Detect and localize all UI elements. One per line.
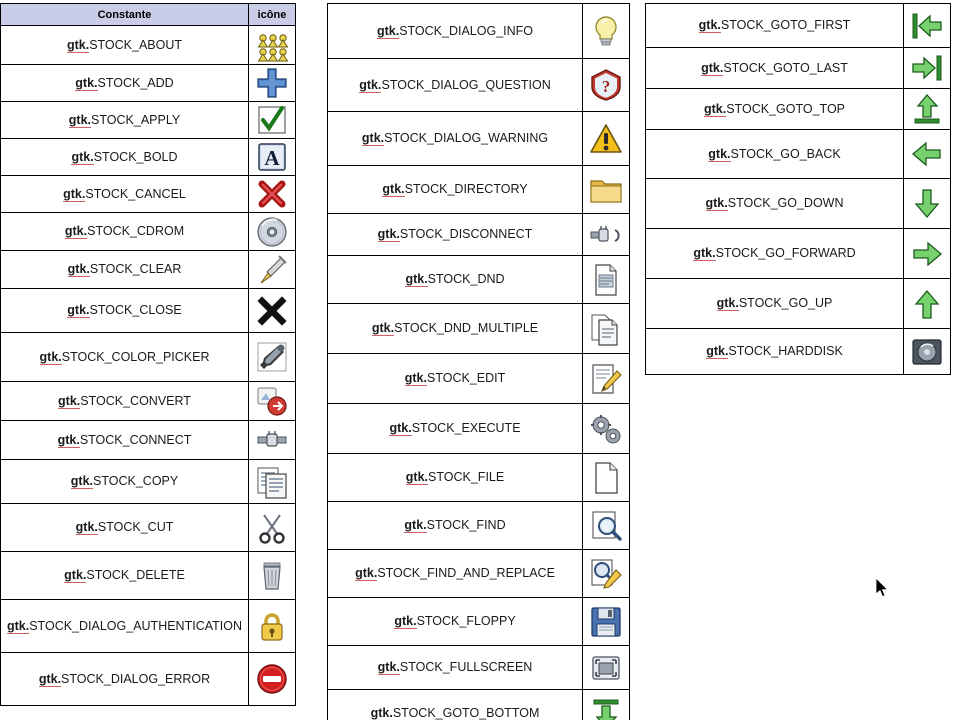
constant-prefix: gtk.: [359, 77, 382, 92]
icon-cell: [249, 251, 296, 289]
constant-prefix: gtk.: [371, 321, 395, 336]
table-row: [646, 279, 951, 329]
constant-prefix: gtk.: [68, 112, 92, 127]
svg-text:?: ?: [601, 77, 611, 96]
icon-cell: [583, 598, 630, 646]
constant-name-cell: [1, 289, 249, 333]
constant-name-cell: [1, 26, 249, 65]
constant-label: STOCK_GO_BACK: [730, 146, 841, 161]
constant-name-cell: [1, 65, 249, 102]
constant-name-cell: [328, 550, 583, 598]
table-row: [1, 289, 296, 333]
table-row: [1, 213, 296, 251]
constant-name-cell: [328, 502, 583, 550]
constant-prefix: gtk.: [63, 186, 86, 201]
go-back-arrow-icon: [910, 137, 944, 171]
constant-label: STOCK_FILE: [428, 470, 505, 485]
constant-label: STOCK_GOTO_TOP: [726, 101, 846, 116]
icon-cell: [249, 213, 296, 251]
cancel-x-icon: [255, 177, 289, 211]
icon-cell: [249, 382, 296, 421]
constant-name-cell: [1, 600, 249, 653]
constant-prefix: gtk.: [71, 149, 94, 164]
cut-scissors-icon: [255, 511, 289, 545]
constant-name-cell: [1, 552, 249, 600]
table-row: [328, 598, 630, 646]
icon-cell: [249, 102, 296, 139]
constant-prefix: gtk.: [404, 518, 427, 533]
constant-prefix: gtk.: [6, 618, 30, 633]
icon-cell: [249, 333, 296, 382]
fullscreen-icon: [589, 651, 623, 685]
table-row: [328, 59, 630, 112]
table-row: [1, 139, 296, 176]
constant-name-cell: [646, 130, 904, 179]
icon-cell: [904, 4, 951, 48]
table-row: [646, 4, 951, 48]
constant-name-cell: [1, 176, 249, 213]
constant-name-cell: [328, 256, 583, 304]
constant-prefix: gtk.: [64, 224, 88, 239]
constant-label: STOCK_COLOR_PICKER: [61, 349, 210, 364]
dialog-info-bulb-icon: [589, 14, 623, 48]
icon-cell: [583, 59, 630, 112]
constant-label: STOCK_DND: [427, 272, 505, 287]
icon-cell: [583, 690, 630, 720]
bold-a-icon: [255, 140, 289, 174]
goto-bottom-arrow-icon: [589, 697, 623, 720]
constant-label: STOCK_FIND: [426, 518, 506, 533]
file-page-icon: [589, 461, 623, 495]
constant-prefix: gtk.: [405, 470, 429, 485]
table-row: [1, 333, 296, 382]
icon-cell: [904, 229, 951, 279]
constant-prefix: gtk.: [708, 146, 731, 161]
stock-items-table-3: [645, 3, 951, 375]
icon-cell: [583, 550, 630, 598]
icon-cell: [249, 176, 296, 213]
icon-cell: [904, 89, 951, 130]
constant-prefix: gtk.: [67, 262, 90, 277]
constant-name-cell: [1, 460, 249, 504]
table-row: [646, 179, 951, 229]
find-magnifier-icon: [589, 509, 623, 543]
constant-prefix: gtk.: [67, 303, 90, 318]
table-row: [1, 26, 296, 65]
constant-name-cell: [328, 4, 583, 59]
table-row: [328, 646, 630, 690]
table-row: [1, 102, 296, 139]
table-row: [1, 552, 296, 600]
constant-prefix: gtk.: [382, 182, 405, 197]
constant-name-cell: [1, 139, 249, 176]
color-picker-icon: [255, 340, 289, 374]
icon-cell: [583, 214, 630, 256]
execute-gears-icon: [589, 412, 623, 446]
constant-prefix: gtk.: [405, 272, 428, 287]
table-row: [328, 214, 630, 256]
constant-prefix: gtk.: [701, 60, 724, 75]
icon-cell: [583, 454, 630, 502]
constant-prefix: gtk.: [706, 344, 729, 359]
constant-prefix: gtk.: [716, 296, 739, 311]
constant-label: STOCK_DIALOG_WARNING: [384, 131, 549, 146]
constant-label: STOCK_ABOUT: [89, 37, 183, 52]
constant-name-cell: [1, 504, 249, 552]
constant-name-cell: [328, 354, 583, 404]
dialog-warning-icon: [589, 122, 623, 156]
icon-cell: [249, 653, 296, 706]
icon-cell: [904, 179, 951, 229]
icon-cell: [583, 256, 630, 304]
convert-icon: [255, 384, 289, 418]
icon-cell: [583, 166, 630, 214]
constant-name-cell: [1, 382, 249, 421]
apply-check-icon: [255, 103, 289, 137]
table-row: [1, 600, 296, 653]
table-row: [1, 382, 296, 421]
table-row: [328, 404, 630, 454]
constant-prefix: gtk.: [705, 196, 728, 211]
table-row: [646, 48, 951, 89]
constant-prefix: gtk.: [361, 131, 385, 146]
header-constant: Constante: [1, 4, 249, 26]
constant-name-cell: [1, 653, 249, 706]
table-row: [646, 130, 951, 179]
constant-label: STOCK_CLEAR: [89, 262, 182, 277]
edit-pencil-icon: [589, 362, 623, 396]
table-row: [328, 354, 630, 404]
constant-label: STOCK_COPY: [93, 474, 179, 489]
table-row: [1, 460, 296, 504]
copy-pages-icon: [255, 465, 289, 499]
cdrom-disc-icon: [255, 215, 289, 249]
clear-broom-icon: [255, 253, 289, 287]
constant-prefix: gtk.: [39, 349, 62, 364]
constant-prefix: gtk.: [57, 432, 80, 447]
icon-cell: [249, 289, 296, 333]
table-row: [1, 251, 296, 289]
constant-label: STOCK_GO_UP: [738, 296, 833, 311]
go-down-arrow-icon: [910, 187, 944, 221]
delete-trash-icon: [255, 559, 289, 593]
constant-name-cell: [328, 112, 583, 166]
constant-prefix: gtk.: [66, 37, 90, 52]
authentication-lock-icon: [255, 609, 289, 643]
icon-cell: [904, 130, 951, 179]
constant-prefix: gtk.: [58, 393, 81, 408]
constant-label: STOCK_EDIT: [426, 371, 506, 386]
constant-prefix: gtk.: [389, 421, 412, 436]
about-icon: [255, 28, 289, 62]
constant-label: STOCK_CANCEL: [85, 186, 186, 201]
table-row: [1, 504, 296, 552]
dnd-page-icon: [589, 263, 623, 297]
constant-prefix: gtk.: [370, 706, 393, 720]
table-header-row: [1, 4, 296, 26]
disconnect-plug-icon: [589, 218, 623, 252]
constant-prefix: gtk.: [355, 566, 378, 581]
icon-cell: [904, 48, 951, 89]
constant-name-cell: [328, 598, 583, 646]
constant-name-cell: [646, 229, 904, 279]
constant-label: STOCK_DND_MULTIPLE: [394, 321, 539, 336]
constant-label: STOCK_ADD: [97, 75, 174, 90]
constant-label: STOCK_DIALOG_AUTHENTICATION: [29, 618, 242, 633]
constant-name-cell: [328, 59, 583, 112]
table-row: [646, 329, 951, 375]
constant-label: STOCK_GO_DOWN: [727, 196, 844, 211]
constant-label: STOCK_CLOSE: [89, 303, 182, 318]
table-row: [328, 256, 630, 304]
constant-prefix: gtk.: [394, 614, 417, 629]
constant-label: STOCK_BOLD: [93, 149, 178, 164]
table-row: [328, 690, 630, 720]
constant-label: STOCK_CUT: [97, 520, 174, 535]
icon-cell: [249, 26, 296, 65]
constant-prefix: gtk.: [38, 671, 62, 686]
constant-prefix: gtk.: [377, 660, 400, 675]
close-x-icon: [255, 294, 289, 328]
go-forward-arrow-icon: [910, 237, 944, 271]
constants-column-3: [645, 3, 951, 375]
constants-column-1: [0, 3, 296, 706]
constant-label: STOCK_DIALOG_QUESTION: [381, 77, 551, 92]
icon-cell: [249, 65, 296, 102]
constant-label: STOCK_GO_FORWARD: [715, 246, 856, 261]
constant-name-cell: [328, 454, 583, 502]
constant-label: STOCK_GOTO_FIRST: [720, 18, 851, 33]
constant-label: STOCK_GOTO_BOTTOM: [392, 706, 540, 720]
constant-name-cell: [328, 690, 583, 720]
constant-label: STOCK_CONVERT: [80, 393, 191, 408]
goto-last-arrow-icon: [910, 51, 944, 85]
constants-column-2: [327, 3, 630, 720]
constant-name-cell: [1, 421, 249, 460]
table-row: [646, 229, 951, 279]
constant-name-cell: [328, 304, 583, 354]
table-row: [328, 502, 630, 550]
icon-cell: [583, 646, 630, 690]
table-row: [328, 166, 630, 214]
table-row: [1, 653, 296, 706]
table-row: [1, 421, 296, 460]
constant-prefix: gtk.: [75, 75, 98, 90]
constant-name-cell: [1, 333, 249, 382]
constant-label: STOCK_CONNECT: [79, 432, 192, 447]
icon-cell: [249, 600, 296, 653]
constant-label: STOCK_FIND_AND_REPLACE: [377, 566, 555, 581]
svg-text:A: A: [264, 146, 280, 170]
constant-name-cell: [646, 4, 904, 48]
constant-label: STOCK_APPLY: [91, 112, 181, 127]
constant-name-cell: [646, 179, 904, 229]
constant-name-cell: [328, 646, 583, 690]
dialog-question-icon: [589, 68, 623, 102]
icon-cell: [249, 504, 296, 552]
table-row: [646, 89, 951, 130]
constant-prefix: gtk.: [376, 23, 400, 38]
constant-name-cell: [1, 102, 249, 139]
constant-label: STOCK_DISCONNECT: [399, 227, 533, 242]
constant-prefix: gtk.: [693, 246, 716, 261]
constant-name-cell: [1, 251, 249, 289]
constant-label: STOCK_FLOPPY: [416, 614, 516, 629]
floppy-save-icon: [589, 605, 623, 639]
constant-prefix: gtk.: [75, 520, 98, 535]
harddisk-icon: [910, 335, 944, 369]
icon-cell: [583, 4, 630, 59]
icon-cell: [904, 279, 951, 329]
constant-prefix: gtk.: [64, 568, 87, 583]
constant-label: STOCK_GOTO_LAST: [723, 60, 848, 75]
constant-prefix: gtk.: [698, 18, 721, 33]
icon-cell: [249, 552, 296, 600]
table-row: [328, 112, 630, 166]
table-row: [328, 550, 630, 598]
constant-label: STOCK_CDROM: [87, 224, 185, 239]
table-row: [328, 4, 630, 59]
icon-cell: [583, 354, 630, 404]
icon-cell: [583, 112, 630, 166]
header-icon: icône: [249, 4, 296, 26]
constant-name-cell: [328, 166, 583, 214]
constant-label: STOCK_EXECUTE: [411, 421, 521, 436]
add-plus-icon: [255, 66, 289, 100]
dnd-multiple-pages-icon: [589, 312, 623, 346]
icon-cell: [583, 404, 630, 454]
constant-prefix: gtk.: [703, 101, 727, 116]
dialog-error-icon: [255, 662, 289, 696]
go-up-arrow-icon: [910, 287, 944, 321]
constant-label: STOCK_FULLSCREEN: [399, 660, 533, 675]
constant-prefix: gtk.: [377, 227, 400, 242]
constant-name-cell: [646, 329, 904, 375]
constant-label: STOCK_DIRECTORY: [404, 182, 528, 197]
constant-label: STOCK_HARDDISK: [728, 344, 843, 359]
constant-prefix: gtk.: [404, 371, 427, 386]
table-row: [328, 454, 630, 502]
mouse-pointer-icon: [876, 578, 890, 598]
stock-items-table-1: [0, 3, 296, 706]
icon-cell: [583, 502, 630, 550]
find-replace-icon: [589, 557, 623, 591]
constant-name-cell: [646, 279, 904, 329]
constant-name-cell: [1, 213, 249, 251]
constant-name-cell: [328, 214, 583, 256]
table-row: [328, 304, 630, 354]
directory-folder-icon: [589, 173, 623, 207]
constant-label: STOCK_DIALOG_INFO: [399, 23, 534, 38]
constant-name-cell: [328, 404, 583, 454]
constant-label: STOCK_DELETE: [86, 568, 185, 583]
connect-plug-icon: [255, 423, 289, 457]
icon-cell: [249, 139, 296, 176]
table-row: [1, 176, 296, 213]
icon-cell: [904, 329, 951, 375]
goto-first-arrow-icon: [910, 9, 944, 43]
constant-prefix: gtk.: [70, 474, 93, 489]
constant-name-cell: [646, 48, 904, 89]
stock-items-table-2: [327, 3, 630, 720]
constant-label: STOCK_DIALOG_ERROR: [61, 671, 211, 686]
icon-cell: [249, 460, 296, 504]
constant-name-cell: [646, 89, 904, 130]
goto-top-arrow-icon: [910, 92, 944, 126]
icon-cell: [583, 304, 630, 354]
table-row: [1, 65, 296, 102]
icon-cell: [249, 421, 296, 460]
